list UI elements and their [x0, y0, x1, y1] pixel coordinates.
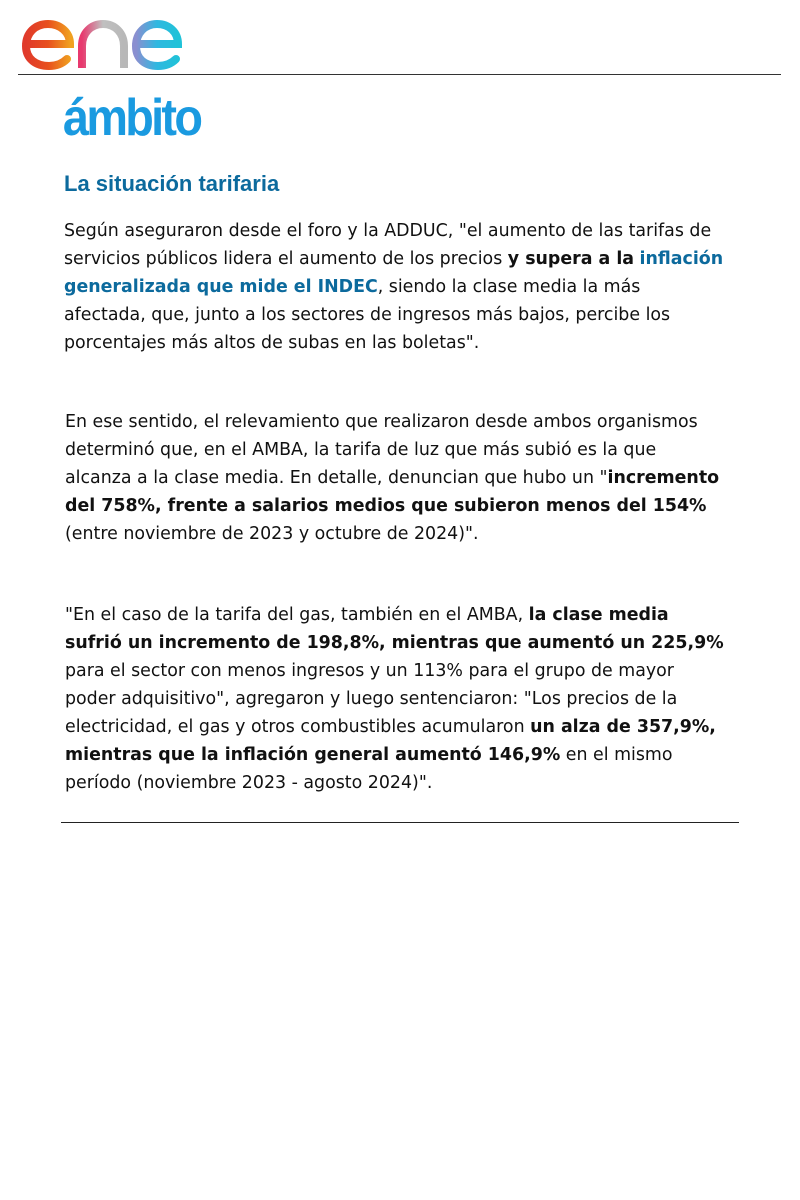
page-header [0, 0, 800, 76]
enel-logo [18, 4, 190, 70]
paragraph-3 [65, 601, 725, 797]
p1-text-1: Según aseguraron desde el foro y la ADDUC, "el aumento de las tarifas de servicios públicos lidera el aumento de los precios [64, 221, 712, 269]
p1-text-2: , siendo la clase media la más afectada, que, junto a los sectores de ingresos más bajos, percibe los porcentajes más altos de subas en las boletas". [64, 277, 671, 353]
paragraph-2 [65, 408, 725, 548]
footer-divider [61, 822, 739, 823]
p3-text-3: en el mismo período (noviembre 2023 - agosto 2024)". [65, 745, 673, 793]
p3-text-2: para el sector con menos ingresos y un 113% para el grupo de mayor poder adquisitivo", agregaron y luego sentenciaron: "Los precios de la electricidad, el gas y otros combustibles acumularon [65, 661, 678, 737]
indec-inflation-link[interactable]: inflación generalizada que mide el INDEC [64, 249, 724, 297]
p2-bold-1: incremento del 758%, frente a salarios medios que subieron menos del 154% [65, 468, 720, 516]
p3-bold-1: la clase media sufrió un incremento de 198,8%, mientras que aumentó un 225,9% [65, 605, 724, 653]
header-divider [18, 74, 781, 75]
p3-text-1: "En el caso de la tarifa del gas, también en el AMBA, [65, 605, 529, 625]
p2-text-2: (entre noviembre de 2023 y octubre de 2024)". [65, 524, 479, 544]
paragraph-1 [64, 217, 724, 357]
p3-bold-2: un alza de 357,9%, mientras que la inflación general aumentó 146,9% [65, 717, 716, 765]
section-title: La situación tarifaria [64, 171, 280, 196]
p1-bold-1: y supera a la [507, 249, 635, 269]
p2-text-1: En ese sentido, el relevamiento que realizaron desde ambos organismos determinó que, en el AMBA, la tarifa de luz que más subió es la que alcanza a la clase media. En detalle, denuncian que hubo un " [65, 412, 698, 488]
ambito-logo: ámbito [63, 89, 201, 147]
